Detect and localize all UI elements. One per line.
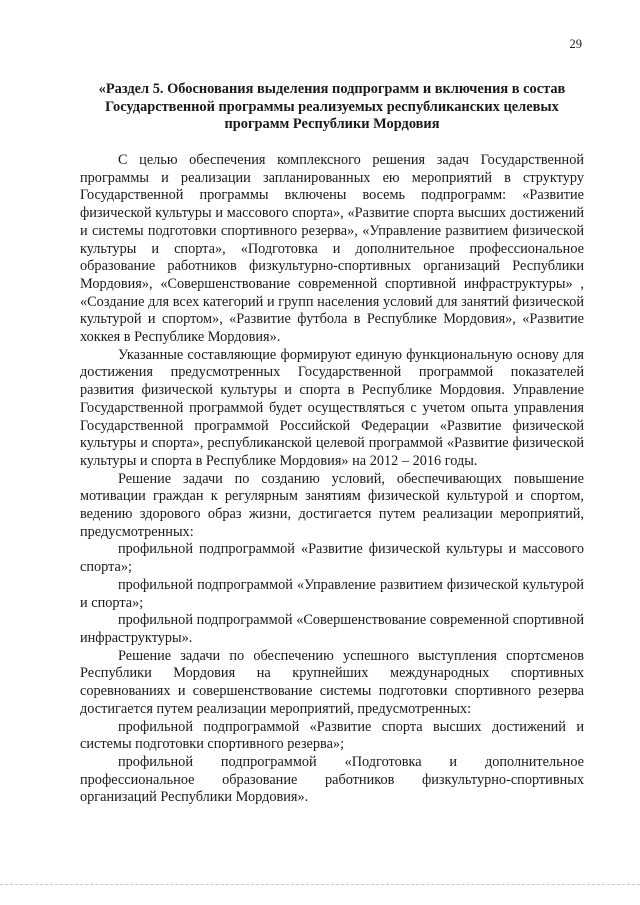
section-heading: «Раздел 5. Обоснования выделения подпрограмм и включения в состав Государственной программы реализуемых республиканских целевых программ Республики Мордовия xyxy=(98,81,566,132)
paragraph: Указанные составляющие формируют единую функциональную основу для достижения предусмотренных Государственной программой показателей развития физической культуры и спорта в Республике Мордовия. Управление Государственной программой будет осуществляться с учетом опыта управления Государственной программой Российской Федерации «Развитие физической культуры и спорта», республиканской целевой программой «Развитие физической культуры и спорта в Республике Мордовия» на 2012 – 2016 годы. xyxy=(80,346,584,469)
paragraph: профильной подпрограммой «Развитие физической культуры и массового спорта»; xyxy=(80,541,584,576)
paragraph: профильной подпрограммой «Развитие спорта высших достижений и системы подготовки спортивного резерва»; xyxy=(80,718,584,753)
paragraph: профильной подпрограммой «Совершенствование современной спортивной инфраструктуры». xyxy=(80,612,584,646)
paragraph: С целью обеспечения комплексного решения задач Государственной программы и реализации запланированных ею мероприятий в структуру Государственной программы включены восемь подпрограмм: «Развитие физической культуры и массового спорта», «Развитие спорта высших достижений и системы подготовки спортивного резерва», «Управление развитием физической культуры и спорта», «Подготовка и дополнительное профессиональное образование работников физкультурно-спортивных организаций Республики Мордовия», «Совершенствование современной спортивной инфраструктуры» , «Создание для всех категорий и групп населения условий для занятий физической культурой и спортом», «Развитие футбола в Республике Мордовия», «Развитие хоккея в Республике Мордовия». xyxy=(80,152,584,346)
paragraph: Решение задачи по обеспечению успешного выступления спортсменов Республики Мордовия на крупнейших международных спортивных соревнованиях и совершенствование системы подготовки спортивного резерва достигается путем реализации мероприятий, предусмотренных: xyxy=(80,647,584,717)
scan-edge-line xyxy=(0,884,640,885)
body-text xyxy=(80,152,584,807)
paragraph: Решение задачи по созданию условий, обеспечивающих повышение мотивации граждан к регулярным занятиям физической культурой и спортом, ведению здорового образ жизни, достигается путем реализации мероприятий, предусмотренных: xyxy=(80,470,584,540)
paragraph: профильной подпрограммой «Управление развитием физической культурой и спорта»; xyxy=(80,576,584,611)
paragraph: профильной подпрограммой «Подготовка и дополнительное профессиональное образование работников физкультурно-спортивных организаций Республики Мордовия». xyxy=(80,753,584,806)
page-number: 29 xyxy=(569,37,582,51)
